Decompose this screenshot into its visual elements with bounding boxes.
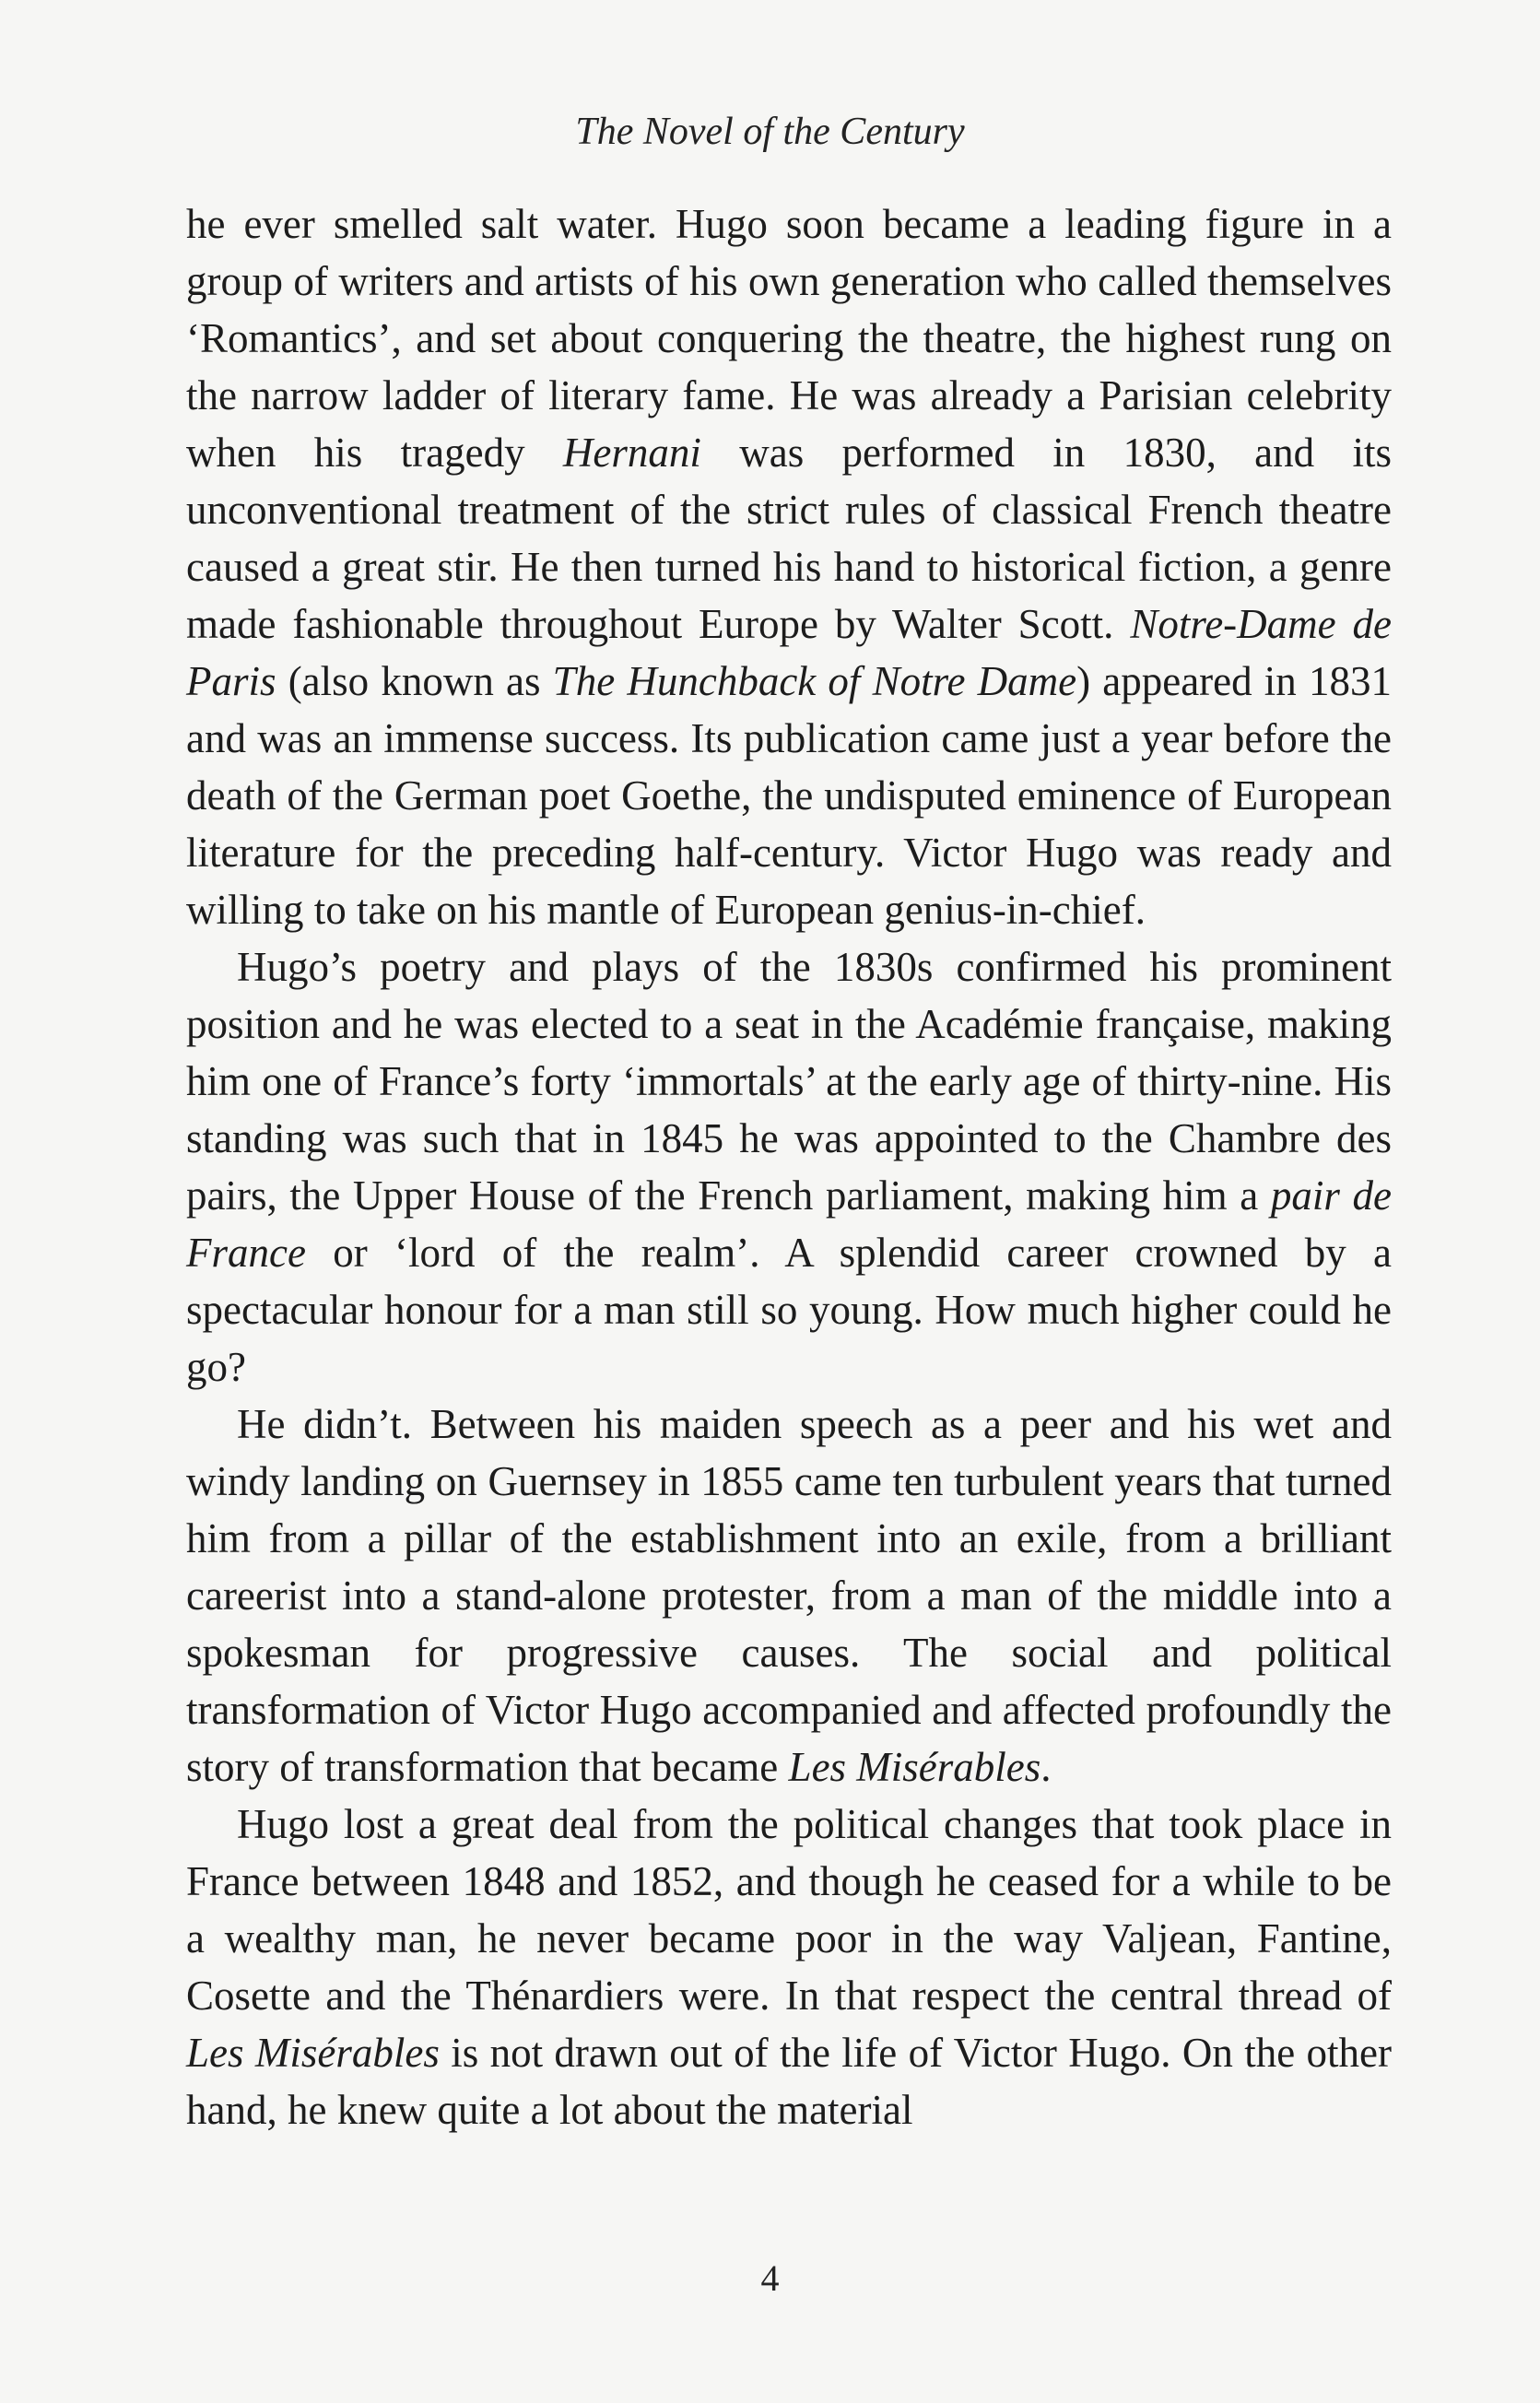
paragraph [186, 1796, 1392, 2138]
running-head: The Novel of the Century [575, 111, 965, 153]
text-run: (also known as [276, 658, 553, 704]
italic-title-text: Hernani [562, 430, 701, 476]
paragraph [186, 1396, 1392, 1796]
italic-title-text: The Hunchback of Notre Dame [552, 658, 1077, 704]
paragraph [186, 195, 1392, 938]
paragraph [186, 938, 1392, 1396]
italic-title-text: Les Misérables [186, 2030, 440, 2076]
text-run: was performed in 1830, and its unconventional treatment of the strict rules of classical French theatre caused a great stir. He then turned his hand to historical fiction, a genre made fashionable throughout Europe by Walter Scott. [186, 430, 1392, 647]
page-number: 4 [760, 2257, 780, 2299]
italic-title-text: Les Misérables [788, 1744, 1041, 1790]
text-run: is not drawn out of the life of Victor Hugo. On the other hand, he knew quite a lot about the material [186, 2030, 1392, 2133]
italic-title-text: pair de France [186, 1172, 1392, 1276]
text-run: Hugo’s poetry and plays of the 1830s confirmed his prominent position and he was elected to a seat in the Académie française, making him one of France’s forty ‘immortals’ at the early age of thirty-nine. His standing was such that in 1845 he was appointed to the Chambre des pairs, the Upper House of the French parliament, making him a [186, 944, 1392, 1219]
text-run: Hugo lost a great deal from the political changes that took place in France between 1848 and 1852, and though he ceased for a while to be a wealthy man, he never became poor in the way Valjean, Fantine, Cosette and the Thénardiers were. In that respect the central thread of [186, 1801, 1392, 2019]
italic-title-text: Notre-Dame de Paris [186, 601, 1392, 704]
text-run: he ever smelled salt water. Hugo soon became a leading figure in a group of writers and artists of his own generation who called themselves ‘Romantics’, and set about conquering the theatre, the highest rung on the narrow ladder of literary fame. He was already a Parisian celebrity when his tragedy [186, 201, 1392, 476]
text-run: He didn’t. Between his maiden speech as a peer and his wet and windy landing on Guernsey in 1855 came ten turbulent years that turned him from a pillar of the establishment into an exile, from a brilliant careerist into a stand-alone protester, from a man of the middle into a spokesman for progressive causes. The social and political transformation of Victor Hugo accompanied and affected profoundly the story of transformation that became [186, 1401, 1392, 1790]
text-run: ) appeared in 1831 and was an immense success. Its publication came just a year before the death of the German poet Goethe, the undisputed eminence of European literature for the preceding half-century. Victor Hugo was ready and willing to take on his mantle of European genius-in-chief. [186, 658, 1392, 933]
text-run: or ‘lord of the realm’. A splendid career crowned by a spectacular honour for a man still so young. How much higher could he go? [186, 1230, 1392, 1390]
text-run: . [1040, 1744, 1052, 1790]
body-text [186, 195, 1392, 2138]
